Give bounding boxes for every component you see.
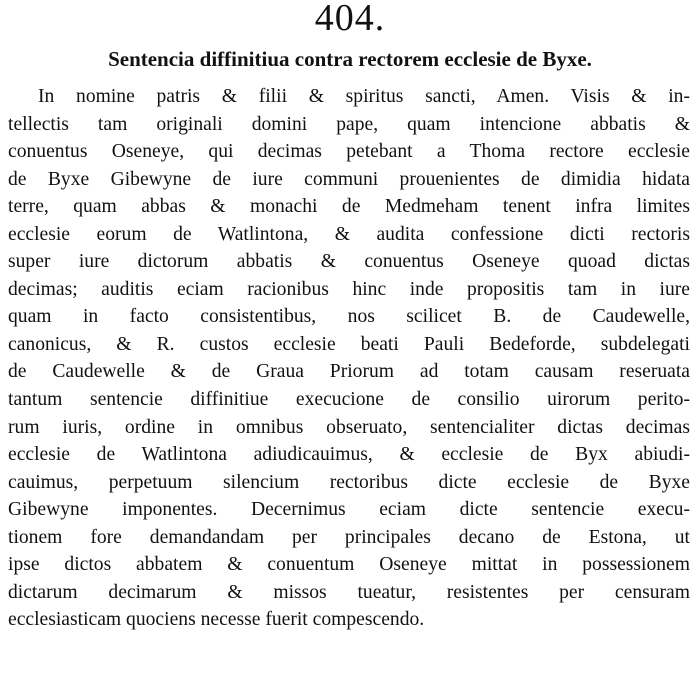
- text-line: conuentus Oseneye, qui decimas petebant a Thoma rectore ecclesie: [8, 141, 690, 163]
- text-line: dictarum decimarum & missos tueatur, resistentes per censuram: [8, 581, 690, 603]
- text-line: ipse dictos abbatem & conuentum Oseneye mittat in possessionem: [8, 554, 690, 576]
- text-line: tionem fore demandandam per principales decano de Estona, ut: [8, 526, 690, 548]
- text-line: In nomine patris & filii & spiritus sancti, Amen. Visis & in-: [38, 86, 690, 107]
- page-number: 404.: [314, 0, 386, 39]
- text-line: ecclesiasticam quociens necesse fuerit compescendo.: [8, 609, 425, 631]
- text-line: de Caudewelle & de Graua Priorum ad totam causam reseruata: [8, 361, 690, 383]
- text-line: Gibewyne imponentes. Decernimus eciam dicte sentencie execu-: [8, 499, 690, 521]
- text-line: canonicus, & R. custos ecclesie beati Pauli Bedeforde, subdelegati: [8, 333, 690, 355]
- text-line: ecclesie de Watlintona adiudicauimus, & ecclesie de Byx abiudi-: [8, 444, 690, 466]
- text-line: tellectis tam originali domini pape, quam intencione abbatis &: [8, 113, 690, 135]
- text-line: decimas; auditis eciam racionibus hinc inde propositis tam in iure: [8, 278, 690, 300]
- text-line: rum iuris, ordine in omnibus obseruato, sentencialiter dictas decimas: [8, 416, 690, 438]
- text-line: super iure dictorum abbatis & conuentus Oseneye quoad dictas: [8, 251, 690, 273]
- text-line: quam in facto consistentibus, nos scilicet B. de Caudewelle,: [8, 306, 690, 328]
- body-paragraph: [8, 83, 690, 634]
- document-heading: Sentencia diffinitiua contra rectorem ecclesie de Byxe.: [108, 47, 592, 71]
- text-line: terre, quam abbas & monachi de Medmeham tenent infra limites: [8, 196, 690, 218]
- text-line: ecclesie eorum de Watlintona, & audita confessione dicti rectoris: [8, 223, 690, 245]
- text-line: cauimus, perpetuum silencium rectoribus dicte ecclesie de Byxe: [8, 471, 690, 493]
- text-line: de Byxe Gibewyne de iure communi prouenientes de dimidia hidata: [8, 168, 690, 190]
- text-line: tantum sentencie diffinitiue execucione de consilio uirorum perito-: [8, 389, 690, 411]
